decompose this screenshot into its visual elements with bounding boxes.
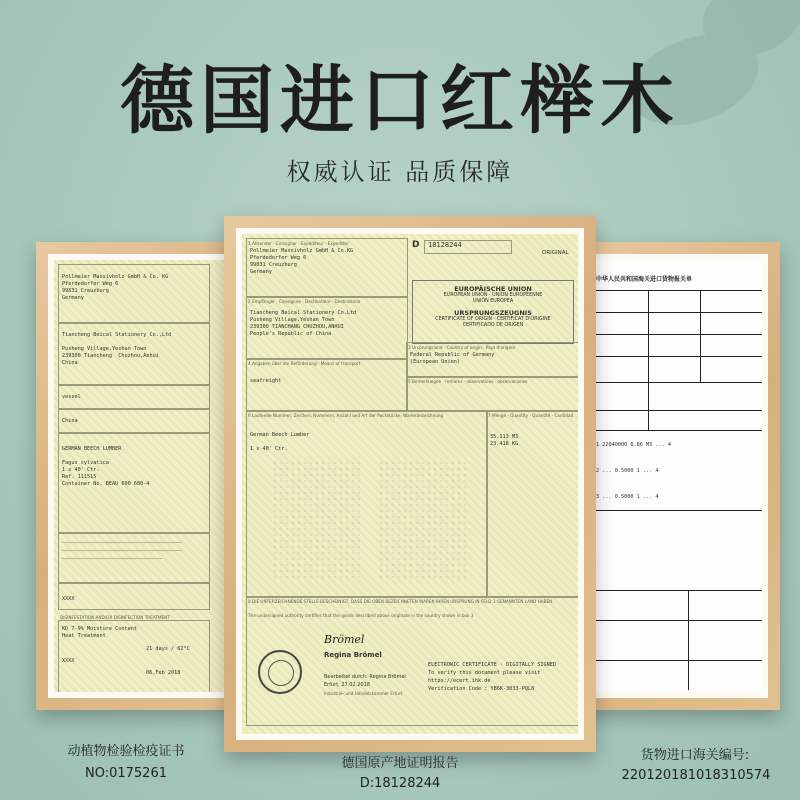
goods-filler-pattern xyxy=(272,460,362,580)
goods-text: GERMAN BEECH LUMBER Fagus sylvatica 1 x 40' Ctr. Ref. 111515 Container No. BEAU 600 680-4 xyxy=(62,446,150,487)
signature: Brömel xyxy=(324,633,365,646)
treatment-text: KD 7-9% Moisture Content Heat Treatment xyxy=(62,626,137,639)
certificate-title: URSPRUNGSZEUGNIS xyxy=(454,309,532,317)
quarantine-certificate xyxy=(54,260,228,692)
box5-label: 5 Bemerkungen · remarks · observations · observaciones xyxy=(408,379,528,384)
entry-text: China xyxy=(62,418,78,424)
certificate-of-origin xyxy=(242,234,578,734)
certificate-title-spanish: CERTIFICADO DE ORIGEN xyxy=(462,323,524,328)
processed-by: Bearbeitet durch: Regina Brömel xyxy=(324,674,406,680)
box4-label: 4 Angaben über die Beförderung · Means of transport xyxy=(248,361,361,366)
box2-label: 2 Empfänger · Consignee · Destinataire · Destinatario xyxy=(248,299,361,304)
middle-caption-number: D:18128244 xyxy=(359,776,441,791)
ecert-url: https://ecert.ihk.de xyxy=(428,678,491,684)
transport-text: seafreight xyxy=(250,378,282,384)
original-label: ORIGINAL xyxy=(542,250,569,256)
box8-label: 8 DIE UNTERZEICHNENDE STELLE BESCHEINIGT, DASS DIE OBEN BEZEICHNETEN WAREN IHREN URSPRUNG IN FELD 3 GENANNTEN LAND HABEN. xyxy=(248,599,554,604)
certificate-title-translations: CERTIFICATE OF ORIGIN · CERTIFICAT D'ORIGINE xyxy=(435,317,551,322)
treatment-duration: 21 days / 62°C xyxy=(146,646,190,652)
chamber-name: Industrie- und Handelskammer Erfurt xyxy=(324,691,403,696)
eu-certificate-box xyxy=(412,280,574,344)
consignee-text: Tiancheng Beical Stationery Co.,Ltd Pusheng Village,Yeshan Town 239300 Tiancheng Chuzhou,Anhui China xyxy=(62,332,172,366)
goods-text: German Beech Lumber 1 x 40' Ctr. xyxy=(250,432,310,452)
ecert-heading: ELECTRONIC CERTIFICATE · DIGITALLY SIGNED xyxy=(428,662,557,668)
certificate-of-origin-frame xyxy=(224,216,596,752)
right-caption-number: 220120181018310574 xyxy=(621,768,771,783)
origin-text: Federal Republic of Germany (European Union) xyxy=(410,352,495,365)
customs-heading: 中华人民共和国海关进口货物报关单 xyxy=(596,276,693,283)
doc-number: 18128244 xyxy=(428,241,462,249)
page-subtitle: 权威认证 品质保障 xyxy=(286,158,514,186)
treatment-heading: DISINFESTATION AND/OR DISINFECTION TREATMENT xyxy=(60,615,170,620)
customs-row-3: 3 ... 0.5000 1 ... 4 xyxy=(596,494,659,500)
official-seal xyxy=(258,650,302,694)
eu-title: EUROPÄISCHE UNION xyxy=(454,285,532,293)
frame-mat xyxy=(236,228,584,740)
ecert-code: Verification Code : YB6K-3033-PQL8 xyxy=(428,686,535,692)
middle-caption-title: 德国原产地证明报告 xyxy=(341,756,459,771)
box6-label: 6 Laufende Nummer, Zeichen, Nummern, Anzahl und Art der Packstücke, Warenbezeichnung xyxy=(248,413,444,418)
exporter-text: Pollmeier Massivholz GmbH & Co. KG Pferdedorfer Weg 6 99831 Creuzburg Germany xyxy=(62,274,169,301)
conveyance-text: vessel xyxy=(62,394,81,400)
consignee-text: Tiancheng Beical Stationery Co.Ltd Pusheng Village,Yeshan Town 239300 TIANCHANG CHUZHOU,ANHUI People's Republic of China xyxy=(250,310,357,337)
customs-declaration-frame xyxy=(570,242,780,710)
customs-declaration xyxy=(588,260,762,692)
ecert-verify: To verify this document please visit xyxy=(428,670,541,676)
eu-title-spanish: UNIÓN EUROPEA xyxy=(472,299,514,304)
customs-row-2: 2 ... 0.5000 1 ... 4 xyxy=(596,468,659,474)
frame-mat xyxy=(48,254,234,698)
left-caption-title: 动植物检验检疫证书 xyxy=(67,744,185,759)
left-caption-number: NO:0175261 xyxy=(84,766,167,781)
box1-label: 1 Absender · Consignor · Expéditeur · Expedidor xyxy=(248,241,349,246)
page-title: 德国进口红榉木 xyxy=(120,58,680,144)
treatment-xxxx: XXXX xyxy=(62,658,75,664)
consignor-text: Pollmeier Massivholz GmbH & Co.KG Pferdedorfer Weg 6 99831 Creuzburg Germany xyxy=(250,248,354,275)
box8-english: The undersigned authority certifies that the goods described above originate in the country shown in box 3 xyxy=(248,613,474,618)
eu-title-translations: EUROPEAN UNION · UNION EUROPÉENNE xyxy=(443,293,543,298)
goods-filler-pattern xyxy=(378,460,468,580)
box3-label: 3 Ursprungsland · Country of origin · Pays d'origine xyxy=(408,345,515,350)
signer-name: Regina Brömel xyxy=(324,651,382,659)
additional-text: XXXX xyxy=(62,596,75,602)
treatment-date: 06.Feb 2018 xyxy=(146,670,181,676)
doc-number-letter: D xyxy=(412,240,420,250)
box7-label: 7 Menge · Quantity · Quantité · Cantidad xyxy=(488,413,574,418)
place-date: Erfurt, 27.02.2018 xyxy=(324,682,370,688)
frame-mat xyxy=(582,254,768,698)
quarantine-certificate-frame xyxy=(36,242,246,710)
quantity-text: 35.113 M3 23.418 KG xyxy=(490,434,519,447)
customs-row-1: 1 22040000 6.86 M3 ... 4 xyxy=(596,442,671,448)
right-caption-title: 货物进口海关编号: xyxy=(640,748,750,763)
